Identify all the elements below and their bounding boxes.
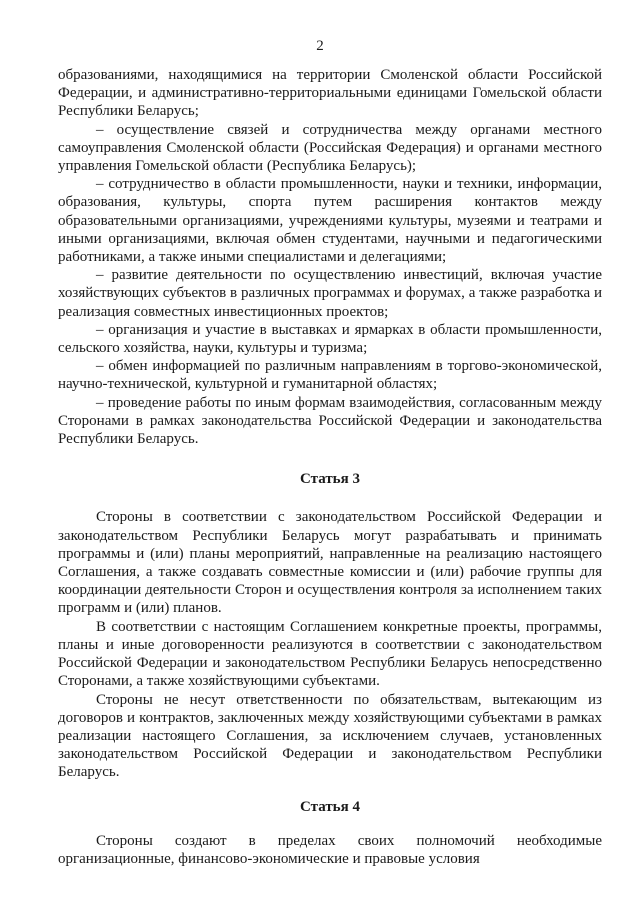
list-item: – сотрудничество в области промышленности, науки и техники, информации, образования, культуры, спорта путем расширения контактов между образовательными организациями, учреждениями культуры, музеями и театрами и иными организациями, включая обмен студентами, научными и педагогическими работниками, а также иными специалистами и делегациями; [58, 176, 602, 266]
document-body [58, 66, 602, 868]
list-item: – проведение работы по иным формам взаимодействия, согласованным между Сторонами в рамках законодательства Российской Федерации и законодательства Республики Беларусь. [58, 394, 602, 448]
list-item: – обмен информацией по различным направлениям в торгово-экономической, научно-технической, культурной и гуманитарной областях; [58, 358, 602, 393]
article-3-paragraph: Стороны в соответствии с законодательством Российской Федерации и законодательством Республики Беларусь могут разрабатывать и принимать программы и (или) планы мероприятий, направленные на реализацию настоящего Соглашения, а также создавать совместные комиссии и (или) рабочие группы для координации деятельности Сторон и осуществления контроля за исполнением таких программ и (или) планов. [58, 509, 602, 617]
article-3-heading: Статья 3 [300, 471, 360, 488]
article-4-heading: Статья 4 [300, 798, 360, 815]
page-number: 2 [316, 38, 324, 54]
intro-paragraph: образованиями, находящимися на территории Смоленской области Российской Федерации, и административно-территориальными единицами Гомельской области Республики Беларусь; [58, 67, 602, 120]
article-4-paragraph: Стороны создают в пределах своих полномочий необходимые организационные, финансово-экономические и правовые условия [58, 832, 602, 867]
list-item: – организация и участие в выставках и ярмарках в области промышленности, сельского хозяйства, науки, культуры и туризма; [58, 321, 602, 357]
list-item: – развитие деятельности по осуществлению инвестиций, включая участие хозяйствующих субъектов в различных программах и форумах, а также разработка и реализация совместных инвестиционных проектов; [58, 267, 602, 320]
article-3-paragraph: Стороны не несут ответственности по обязательствам, вытекающим из договоров и контрактов, заключенных между хозяйствующими субъектами в рамках реализации настоящего Соглашения, за исключением случаев, установленных законодательством Российской Федерации и законодательством Республики Беларусь. [58, 691, 602, 781]
article-3-paragraph: В соответствии с настоящим Соглашением конкретные проекты, программы, планы и иные договоренности реализуются в соответствии с законодательством Российской Федерации и законодательством Республики Беларусь непосредственно Сторонами, а также хозяйствующими субъектами. [58, 618, 602, 690]
list-item: – осуществление связей и сотрудничества между органами местного самоуправления Смоленской области (Российская Федерация) и органами местного управления Гомельской области (Республика Беларусь); [58, 121, 602, 175]
